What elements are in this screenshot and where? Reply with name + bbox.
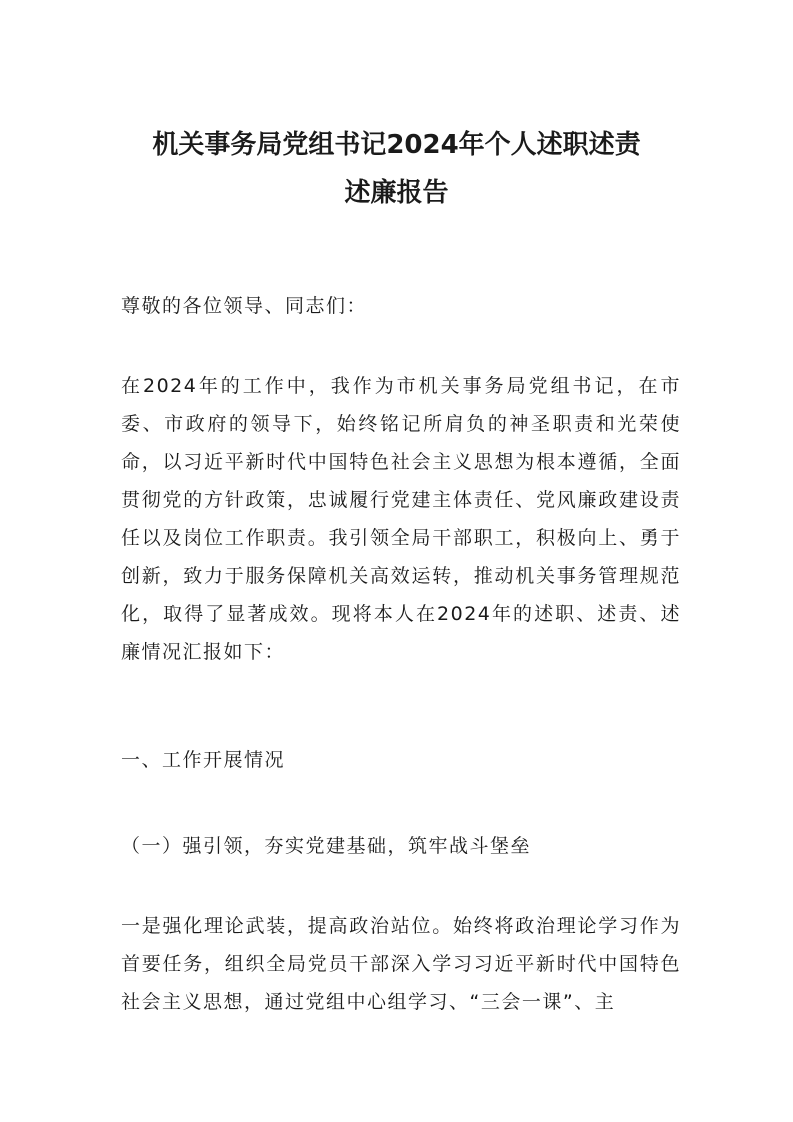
subsection-heading: （一）强引领，夯实党建基础，筑牢战斗堡垒: [121, 835, 532, 857]
section-heading: 一、工作开展情况: [121, 749, 286, 771]
document-title-line-1: 机关事务局党组书记2024年个人述职述责: [152, 130, 641, 160]
body-paragraph: 一是强化理论武装，提高政治站位。始终将政治理论学习作为首要任务，组织全局党员干部深入学习习近平新时代中国特色社会主义思想，通过党组中心组学习、“三会一课”、主: [121, 915, 681, 1013]
salutation: 尊敬的各位领导、同志们：: [121, 295, 368, 317]
document-title-line-2: 述廉报告: [344, 178, 449, 208]
intro-paragraph: 在2024年的工作中，我作为市机关事务局党组书记，在市委、市政府的领导下，始终铭记所肩负的神圣职责和光荣使命，以习近平新时代中国特色社会主义思想为根本遵循，全面贯彻党的方针政策，忠诚履行党建主体责任、党风廉政建设责任以及岗位工作职责。我引领全局干部职工，积极向上、勇于创新，致力于服务保障机关高效运转，推动机关事务管理规范化，取得了显著成效。现将本人在2024年的述职、述责、述廉情况汇报如下：: [121, 375, 681, 663]
